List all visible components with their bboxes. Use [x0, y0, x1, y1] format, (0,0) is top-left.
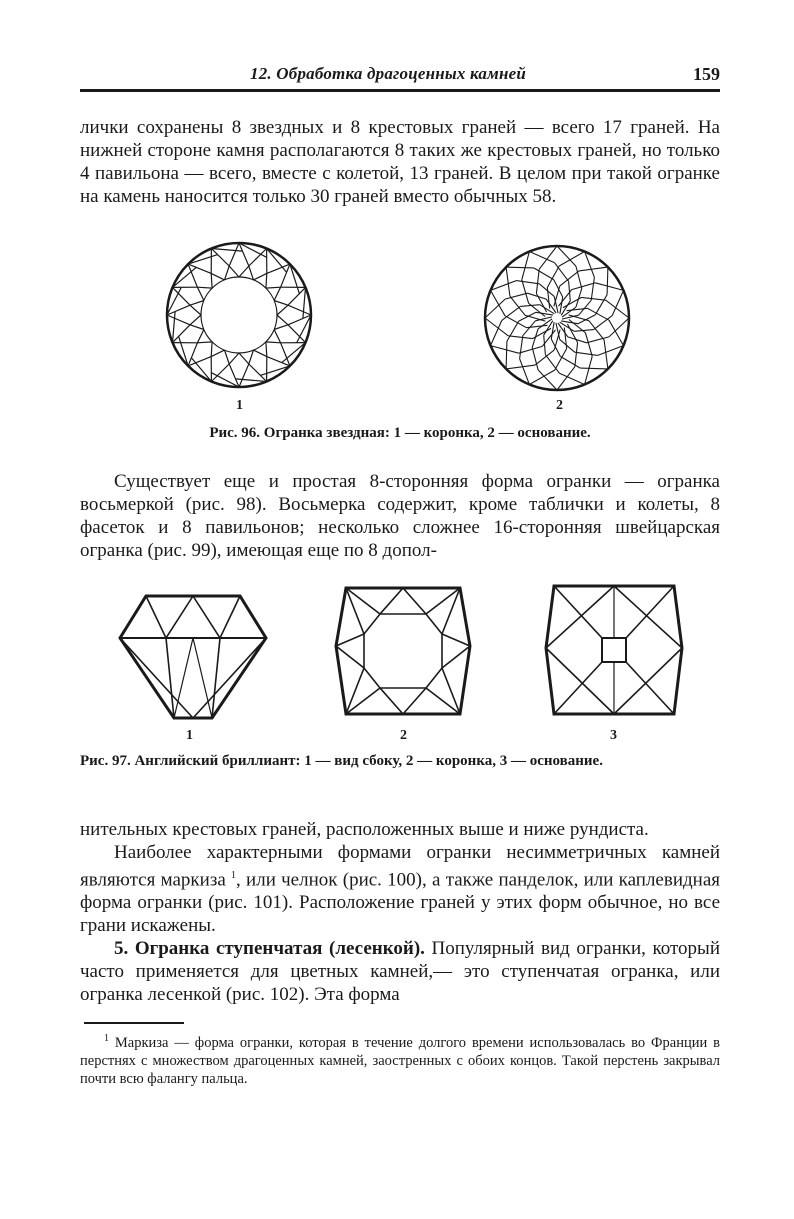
facet-line	[190, 325, 204, 330]
paragraph-1-text: лички сохранены 8 звездных и 8 крестовых граней — всего 17 граней. На нижней стороне камня располагаются 8 таких же крестовых граней, но только 4 павильона — всего, вместе с колетой, 13 граней. В целом при такой огранке на камень наносится только 30 граней вместо обычных 58.	[80, 117, 720, 207]
facet-line	[254, 273, 267, 280]
facet-line	[534, 268, 554, 280]
facet-line	[575, 352, 598, 355]
facet-line	[190, 301, 204, 306]
facet-line	[288, 287, 306, 305]
facet-line	[551, 322, 554, 339]
paragraph-5	[80, 937, 720, 1006]
facet-line	[536, 269, 539, 293]
facet-line	[267, 249, 287, 273]
facet-line	[567, 324, 577, 343]
facet-line	[502, 306, 521, 320]
facet-line	[173, 325, 191, 343]
paragraph-4-text	[80, 841, 720, 937]
facet-line	[249, 364, 267, 382]
facet-line	[507, 321, 519, 341]
facet-line	[403, 588, 426, 614]
facet-line	[522, 280, 529, 304]
facet-line	[249, 249, 267, 267]
facet-line	[609, 320, 624, 345]
fig97-crown-drawing	[330, 578, 476, 724]
facet-line	[536, 294, 546, 313]
table-circle	[201, 277, 277, 353]
facet-line	[274, 301, 288, 306]
facet-line	[585, 333, 592, 357]
header-rule	[80, 89, 720, 92]
facet-line	[520, 336, 523, 359]
facet-line	[523, 321, 536, 336]
facet-line	[254, 350, 267, 357]
footnote-rule	[84, 1022, 184, 1024]
facet-line	[229, 243, 239, 266]
facet-line	[229, 364, 239, 387]
page-number: 159	[693, 64, 720, 84]
facet-line	[239, 353, 249, 364]
paragraph-3-text: нительных крестовых граней, расположенных выше и ниже рундиста.	[80, 819, 649, 840]
facet-line	[533, 328, 552, 338]
facet-line	[239, 266, 249, 277]
facet-line	[197, 287, 212, 288]
facet-line	[380, 588, 403, 614]
facet-line	[266, 342, 281, 343]
fig97-side-view-drawing	[116, 590, 270, 724]
fig96-crown-drawing	[164, 240, 314, 390]
facet-line	[491, 290, 506, 315]
facet-line	[190, 305, 201, 315]
facet-line	[303, 287, 306, 318]
facet-line	[266, 342, 267, 357]
facet-line	[173, 312, 176, 343]
running-header	[80, 62, 720, 90]
facet-line	[555, 263, 569, 282]
facet-line	[560, 356, 580, 368]
facet-line	[539, 284, 554, 297]
facet-line	[274, 325, 288, 330]
paragraph-5-text: Популярный вид огранки, который часто применяется для цветных камней,— это ступенчатая огранка, или огранка лесенкой (рис. 102). Эта форма	[80, 938, 720, 1006]
facet-line	[191, 358, 211, 382]
facet-line	[167, 315, 190, 325]
facet-line	[519, 346, 543, 353]
facet-line	[506, 365, 535, 369]
paragraph-3	[80, 818, 720, 1006]
facet-line	[211, 364, 229, 382]
facet-line	[197, 342, 212, 343]
facet-line	[560, 340, 575, 353]
facet-line	[211, 273, 212, 288]
facet-line	[173, 287, 191, 305]
facet-line	[225, 350, 230, 364]
paragraph-2	[80, 470, 720, 562]
facet-line	[604, 340, 608, 369]
facet-line	[211, 273, 224, 280]
facet-line	[380, 688, 403, 714]
facet-line	[607, 267, 608, 295]
facet-line	[508, 336, 532, 339]
facet-line	[594, 316, 613, 330]
facet-line	[167, 305, 190, 315]
facet-line	[572, 283, 596, 290]
facet-line	[426, 614, 442, 634]
paragraph-1	[80, 116, 720, 208]
facet-line	[560, 297, 563, 314]
footnote-text	[80, 1030, 720, 1088]
facet-line	[546, 299, 556, 313]
facet-line	[554, 330, 560, 350]
facet-line	[211, 342, 212, 357]
facet-line	[249, 350, 254, 364]
fig96-label-2: 2	[556, 398, 563, 413]
facet-line	[229, 266, 239, 277]
paragraph-2-text: Существует еще и простая 8-сторонняя форма огранки — огранка восьмеркой (рис. 98). Восьмерка содержит, кроме таблички и колеты, 8 фасеток и 8 павильонов; несколько сложнее 16-сторонняя швейцарская огранка (рис. 99), имеющая еще по 8 допол-	[80, 471, 720, 561]
facet-line	[506, 267, 510, 296]
facet-line	[561, 321, 578, 324]
facet-line	[527, 325, 548, 327]
facet-line	[544, 321, 553, 336]
facet-line	[403, 688, 426, 714]
facet-line	[579, 300, 592, 315]
facet-line	[559, 252, 584, 267]
fig97-base-drawing	[540, 578, 688, 722]
fig97-caption: Рис. 97. Английский бриллиант: 1 — вид сбоку, 2 — коронка, 3 — основание.	[80, 753, 603, 769]
facet-line	[540, 305, 555, 314]
facet-line	[239, 364, 249, 387]
facet-line	[564, 328, 566, 349]
footnote-ref[interactable]: 1	[231, 870, 237, 881]
facet-line	[576, 266, 582, 288]
footnote-body: Маркиза — форма огранки, которая в течение долгого времени использовалась во Франции в перстнях с множеством драгоценных камней, заостренных с обоих концов. Такой перстень закрывал почти всю фалангу пальца.	[80, 1034, 720, 1087]
fig97-label-2: 2	[400, 728, 407, 743]
facet-line	[554, 286, 560, 306]
facet-line	[562, 307, 576, 317]
facet-line	[364, 668, 380, 688]
facet-line	[277, 305, 288, 315]
facet-line	[595, 295, 607, 315]
facet-line	[547, 288, 549, 309]
facet-line	[197, 287, 204, 300]
facet-line	[229, 353, 239, 364]
facet-line	[545, 355, 559, 374]
fig96-caption: Рис. 96. Огранка звездная: 1 — коронка, 2 — основание.	[209, 425, 591, 441]
facet-line	[197, 330, 204, 343]
facet-line	[554, 280, 563, 297]
facet-line	[277, 315, 288, 325]
facet-line	[580, 368, 608, 369]
facet-line	[532, 348, 538, 370]
paragraph-4-part-2: , или челнок (рис. 100), а также панделок, или каплевидная форма огранки (рис. 101). Расположение граней у этих форм обычное, но все грани искажены.	[80, 869, 721, 937]
facet-line	[288, 305, 311, 315]
fig97-label-1: 1	[186, 728, 193, 743]
facet-line	[529, 370, 554, 385]
facet-line	[211, 249, 229, 267]
facet-line	[190, 315, 201, 325]
facet-line	[225, 266, 230, 280]
footnote-marker: 1	[104, 1033, 109, 1044]
facet-line	[236, 379, 267, 382]
facet-line	[364, 614, 380, 634]
facet-line	[442, 634, 470, 646]
fig96-base-drawing	[482, 243, 632, 393]
facet-line	[558, 323, 568, 337]
facet-line	[582, 297, 606, 300]
facet-line	[560, 322, 575, 331]
facet-line	[274, 287, 281, 300]
facet-line	[519, 312, 536, 321]
paragraph-4-part-1: Наиболее характерными формами огранки несимметричных камней являются маркиза	[80, 842, 720, 891]
facet-line	[266, 287, 281, 288]
facet-line	[506, 267, 534, 268]
fig96-label-1: 1	[236, 398, 243, 413]
facet-line	[536, 312, 553, 315]
facet-line	[288, 315, 311, 325]
facet-line	[426, 668, 442, 688]
fig97-label-3: 3	[610, 728, 617, 743]
facet-line	[561, 301, 570, 316]
facet-line	[266, 273, 267, 288]
facet-line	[211, 350, 224, 357]
facet-line	[211, 249, 242, 252]
facet-line	[274, 330, 281, 343]
section-heading: 5. Огранка ступенчатая (лесенкой).	[114, 938, 425, 960]
facet-line	[173, 267, 197, 287]
chapter-title: 12. Обработка драгоценных камней	[250, 64, 526, 83]
facet-line	[579, 267, 608, 271]
facet-line	[587, 337, 609, 343]
facet-line	[516, 281, 539, 284]
facet-line	[336, 634, 364, 646]
footnote	[80, 1030, 720, 1088]
facet-line	[578, 315, 595, 324]
facet-line	[538, 319, 552, 329]
facet-line	[249, 266, 254, 280]
facet-line	[525, 315, 545, 321]
facet-line	[288, 325, 306, 343]
facet-line	[551, 339, 560, 356]
facet-line	[506, 341, 507, 369]
facet-line	[282, 343, 306, 363]
facet-line	[575, 343, 578, 367]
facet-line	[239, 243, 249, 266]
facet-line	[591, 277, 594, 300]
facet-line	[505, 293, 527, 299]
